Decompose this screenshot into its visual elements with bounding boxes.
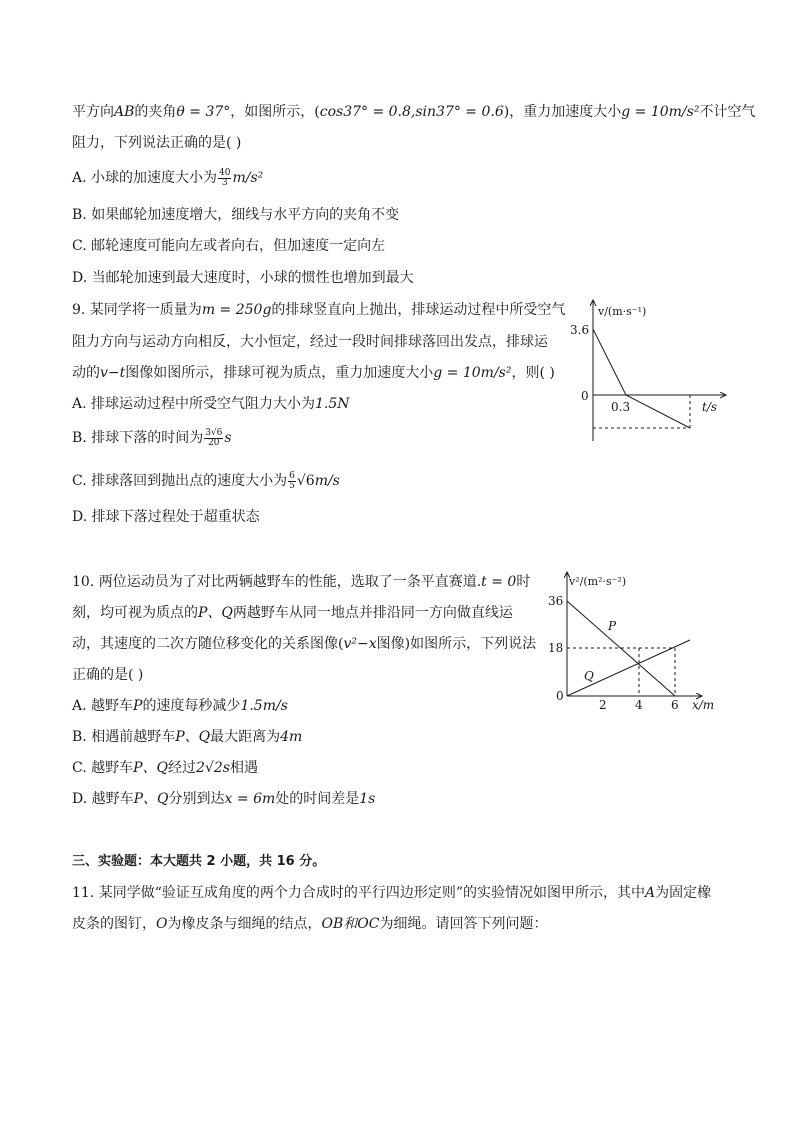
q10-x-axis-label: x/m	[692, 698, 715, 712]
option-text: 经过	[168, 760, 197, 776]
q9-option-a[interactable]	[72, 394, 350, 414]
q11-line-1	[72, 883, 711, 903]
option-text: C. 排球落回到抛出点的速度大小为	[72, 473, 288, 489]
q10-option-d[interactable]	[72, 789, 375, 809]
option-text: 相遇	[229, 760, 258, 776]
q10-text: 动，其速度的二次方随位移变化的关系图像(	[72, 636, 344, 652]
option-text: A. 排球运动过程中所受空气阻力大小为	[72, 396, 316, 412]
q8-text: 的夹角	[134, 104, 177, 120]
section-heading: 三、实验题：本大题共 2 小题，共 16 分。	[72, 854, 326, 869]
q10-y-tick-36: 36	[548, 594, 564, 608]
q8-option-b[interactable]: B. 如果邮轮加速度增大，细线与水平方向的夹角不变	[72, 207, 400, 223]
option-var: P、Q	[133, 791, 169, 807]
fraction-num: 40	[219, 167, 231, 178]
q10-text: 时	[516, 574, 531, 590]
q10-pq: P、Q	[198, 605, 233, 621]
q9-option-c[interactable]	[72, 471, 340, 491]
option-text: 处的时间差是	[275, 791, 360, 807]
q9-line-3	[72, 363, 555, 383]
option-var: P	[133, 698, 143, 714]
q11-ob-oc: OB和OC	[321, 916, 380, 932]
option-var: P、Q	[133, 760, 169, 776]
q9-y-tick-label: 3.6	[570, 323, 590, 337]
q8-text: 平方向	[72, 104, 114, 120]
q9-vt: v−t	[100, 365, 126, 381]
q8-text: 不计空气	[699, 104, 756, 120]
q9-text: 图像如图所示，排球可视为质点，重力加速度大小	[125, 365, 434, 381]
option-value: 1.5N	[315, 396, 350, 412]
q10-v2x-graph	[536, 568, 732, 716]
fraction	[288, 472, 296, 491]
q10-line-2	[72, 603, 513, 623]
q8-option-a[interactable]	[72, 168, 263, 188]
q9-line-2: 阻力方向与运动方向相反，大小恒定，经过一段时间排球落回出发点，排球运	[72, 334, 548, 350]
q10-x-tick-6: 6	[671, 698, 679, 712]
q10-text: 10. 两位运动员为了对比两辆越野车的性能，选取了一条平直赛道.	[72, 574, 482, 590]
q11-text: 皮条的图钉，	[72, 916, 156, 932]
q10-option-c[interactable]	[72, 758, 258, 778]
q9-y-axis-label: v/(m·s⁻¹)	[598, 305, 647, 318]
q9-fall-segment	[626, 395, 690, 428]
q10-origin-label: 0	[556, 689, 564, 703]
q9-vt-graph	[560, 296, 730, 446]
option-text: 最大距离为	[210, 729, 281, 745]
q8-text: ，如图所示，(	[230, 104, 320, 120]
unit: m/s	[314, 473, 340, 489]
q9-x-axis-label: t/s	[702, 400, 718, 414]
q9-text: 的排球竖直向上抛出，排球运动过程中所受空气	[271, 302, 566, 318]
q11-o: O	[156, 916, 168, 932]
q11-text: 为细绳。请回答下列问题：	[379, 916, 548, 932]
q10-text: 刻，均可视为质点的	[72, 605, 198, 621]
q11-line-2	[72, 914, 547, 934]
q9-g: g = 10m/s²	[433, 365, 512, 381]
q10-label-q: Q	[584, 669, 594, 683]
option-text: B. 相遇前越野车	[72, 729, 176, 745]
option-value: 1s	[359, 791, 376, 807]
radical: √6	[296, 473, 315, 489]
q9-rise-segment	[593, 329, 626, 395]
q8-text: )，重力加速度大小	[503, 104, 622, 120]
q9-x-tick-label: 0.3	[611, 400, 631, 414]
option-value: 1.5m/s	[240, 698, 288, 714]
unit: s	[224, 430, 232, 446]
option-text: B. 排球下落的时间为	[72, 430, 204, 446]
option-text: A. 越野车	[72, 698, 134, 714]
q11-text: 为橡皮条与细绳的结点，	[167, 916, 322, 932]
option-value: x = 6m	[224, 791, 276, 807]
q9-line-1	[72, 300, 565, 320]
q8-trig: cos37° = 0.8,sin37° = 0.6	[319, 104, 504, 120]
q10-label-p: P	[608, 619, 617, 633]
option-text: C. 越野车	[72, 760, 134, 776]
q10-y-axis-label: v²/(m²·s⁻²)	[569, 575, 627, 588]
fraction	[218, 169, 231, 188]
q10-option-a[interactable]	[72, 696, 288, 716]
option-text: A. 小球的加速度大小为	[72, 170, 218, 186]
option-text: D. 越野车	[72, 791, 134, 807]
q9-text: 9. 某同学将一质量为	[72, 302, 202, 318]
q10-t0: t = 0	[481, 574, 517, 590]
q9-option-b[interactable]	[72, 428, 232, 448]
q10-v2x: v²−x	[343, 636, 377, 652]
q8-option-d[interactable]: D. 当邮轮加速到最大速度时，小球的惯性也增加到最大	[72, 270, 414, 286]
q10-x-tick-2: 2	[599, 698, 607, 712]
option-text: 的速度每秒减少	[142, 698, 241, 714]
q10-text: 图像)如图所示，下列说法	[376, 636, 537, 652]
option-text: 分别到达	[168, 791, 225, 807]
option-value: 4m	[280, 729, 303, 745]
q9-text: 动的	[72, 365, 100, 381]
q10-text: 两越野车从同一地点并排沿同一方向做直线运	[232, 605, 513, 621]
fraction-den: 20	[208, 437, 220, 448]
q8-line-2: 阻力，下列说法正确的是( )	[72, 135, 242, 151]
q8-g: g = 10m/s²	[621, 104, 700, 120]
q9-text: ，则( )	[511, 365, 555, 381]
q10-option-b[interactable]	[72, 727, 302, 747]
q8-line-1	[72, 102, 755, 122]
q9-origin-label: 0	[581, 389, 589, 403]
fraction-num: 6	[289, 470, 295, 481]
q10-x-tick-4: 4	[635, 698, 643, 712]
q9-option-d[interactable]: D. 排球下落过程处于超重状态	[72, 509, 260, 525]
fraction-num: 3√6	[205, 427, 223, 438]
option-var: P、Q	[175, 729, 211, 745]
q10-line-3	[72, 634, 536, 654]
q10-y-tick-18: 18	[548, 641, 564, 655]
q10-line-1	[72, 572, 530, 592]
fraction	[204, 429, 223, 448]
q8-option-c[interactable]: C. 邮轮速度可能向左或者向右，但加速度一定向左	[72, 238, 386, 254]
q8-theta: θ = 37°	[176, 104, 231, 120]
fraction-den: 3	[221, 177, 228, 188]
q11-text: 为固定橡	[655, 885, 712, 901]
q11-a: A	[645, 885, 656, 901]
unit: m/s²	[232, 170, 264, 186]
fraction-den: 5	[289, 480, 295, 491]
q8-ab: AB	[114, 104, 135, 120]
q9-mass: m = 250g	[201, 302, 272, 318]
option-value: 2√2s	[196, 760, 230, 776]
q11-text: 11. 某同学做“验证互成角度的两个力合成时的平行四边形定则”的实验情况如图甲所示，其中	[72, 885, 646, 901]
q10-line-4: 正确的是( )	[72, 667, 144, 683]
